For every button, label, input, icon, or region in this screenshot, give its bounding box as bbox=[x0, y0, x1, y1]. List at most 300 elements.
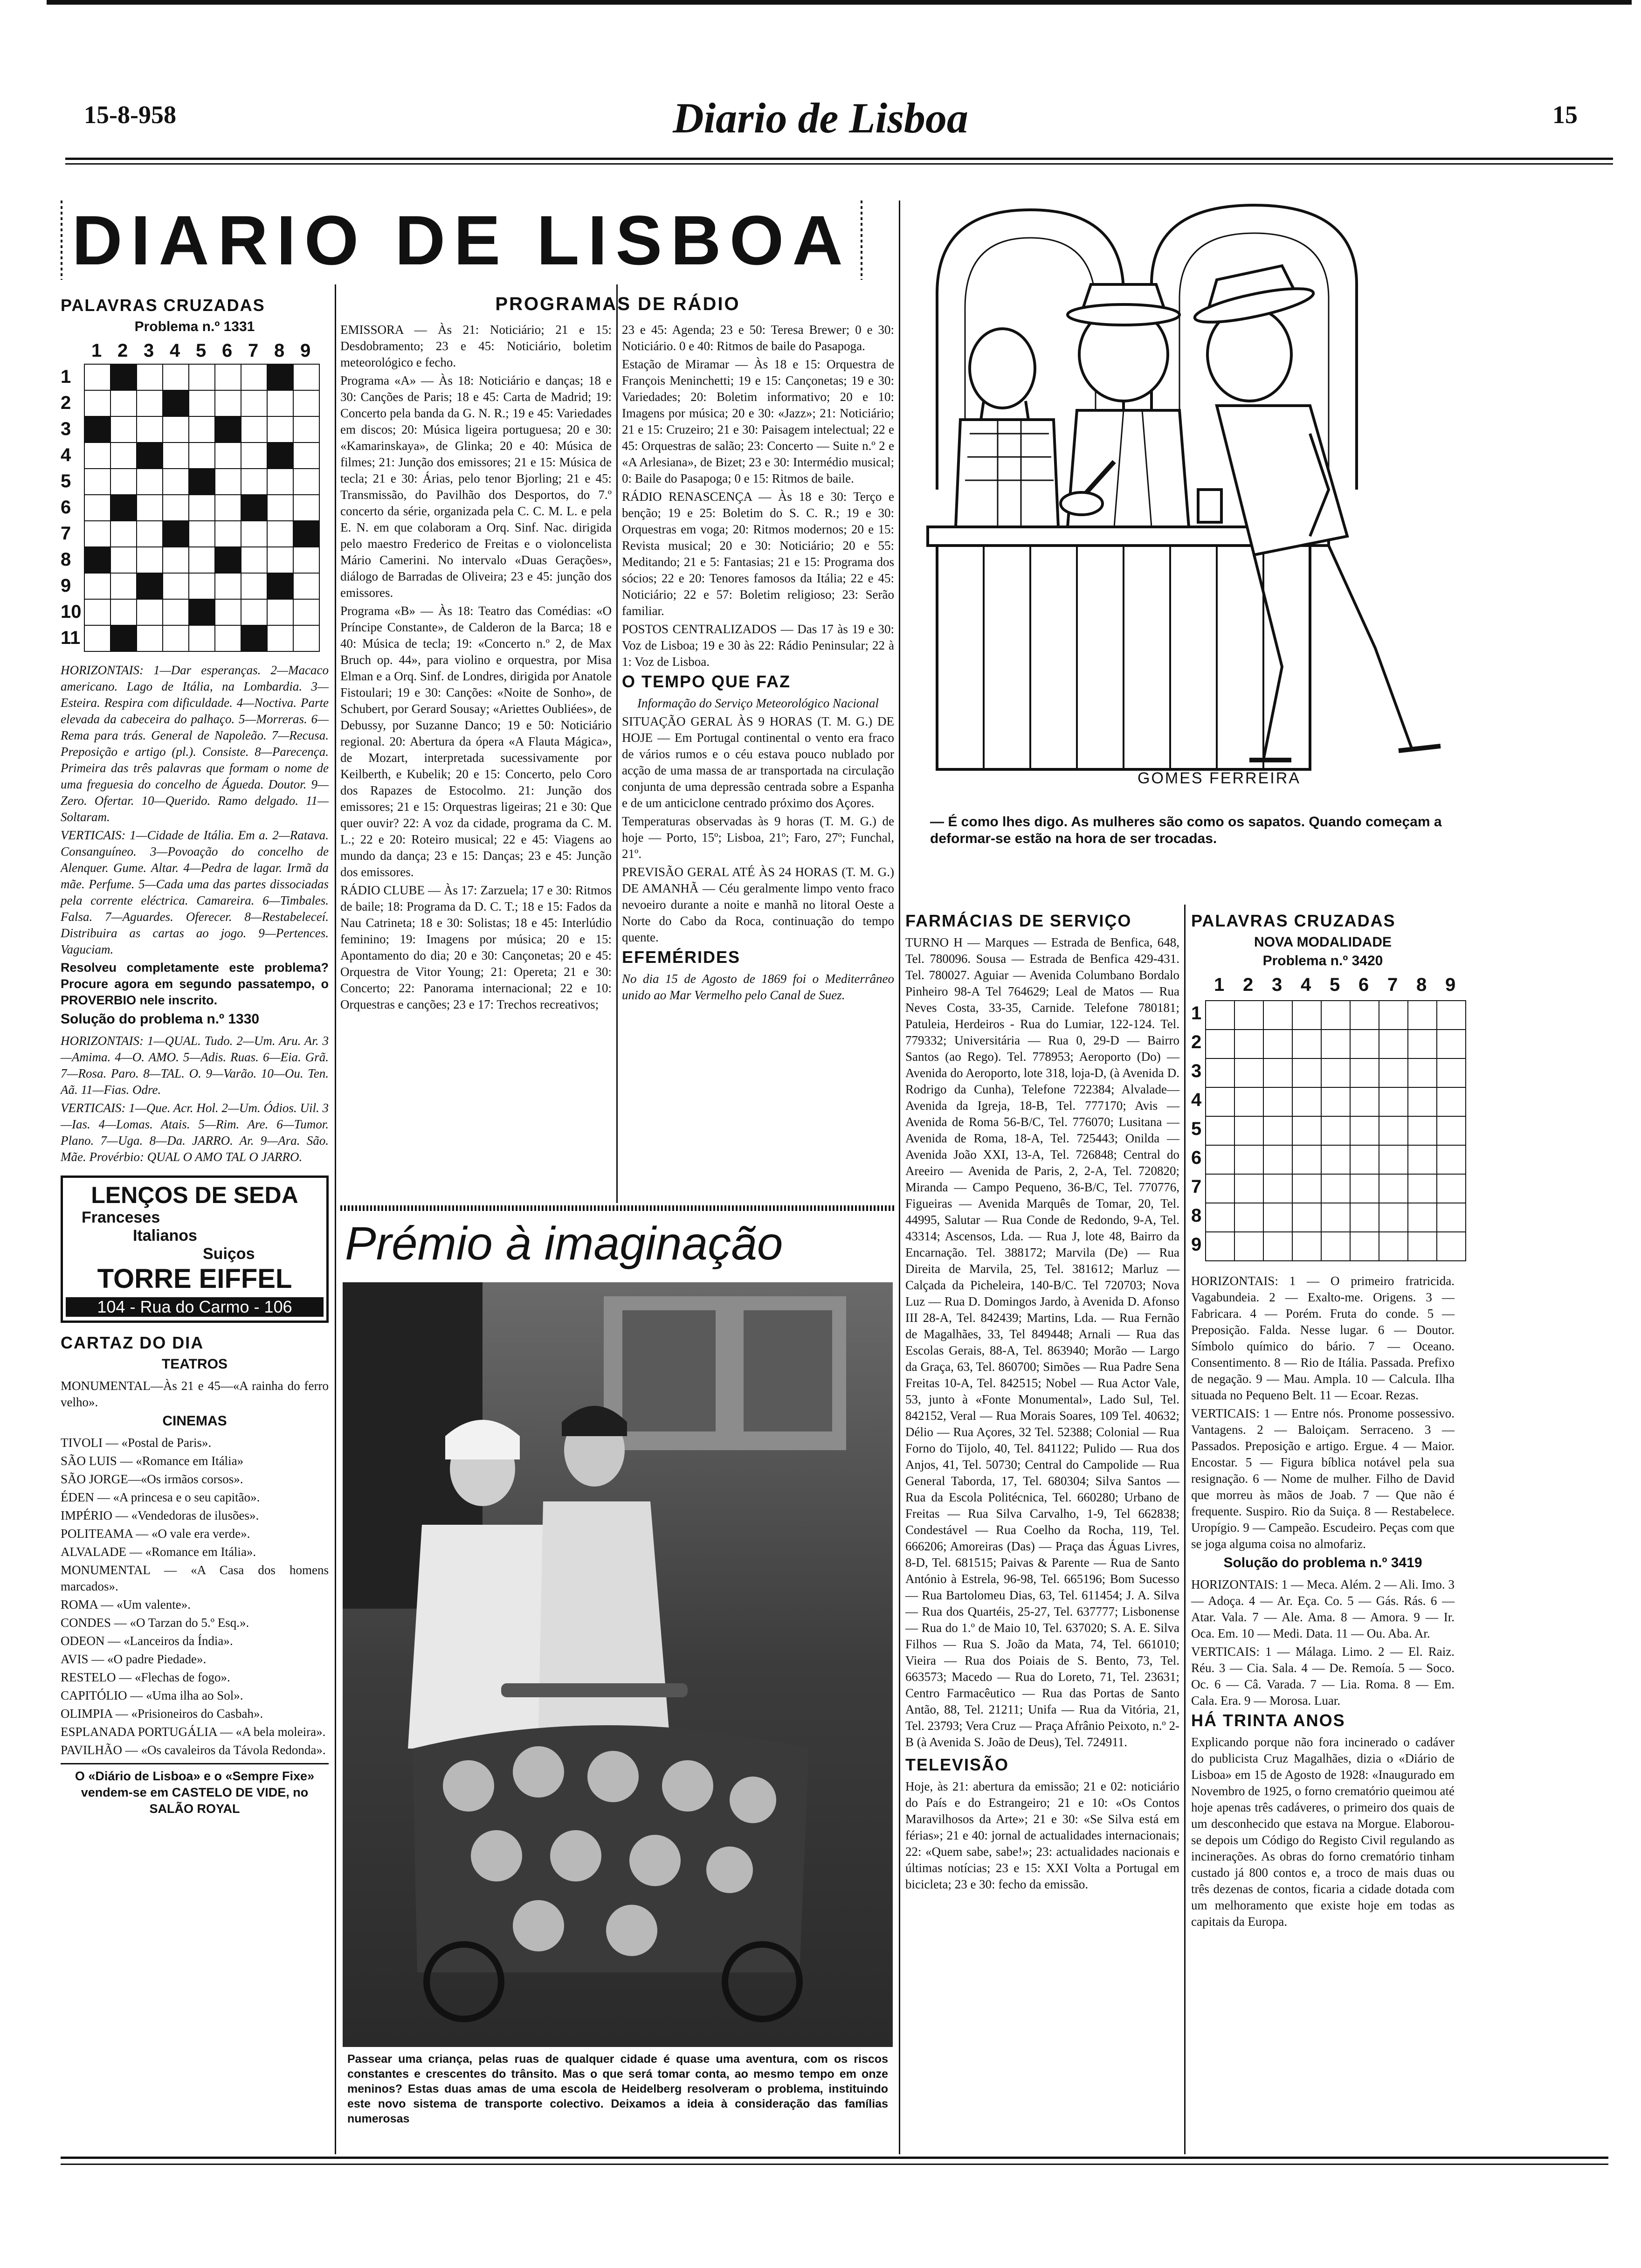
grid-cell bbox=[214, 546, 241, 574]
grid-cell bbox=[293, 416, 320, 443]
grid-cell bbox=[1292, 1203, 1322, 1232]
grid-row-number: 6 bbox=[1191, 1148, 1202, 1168]
grid-cell bbox=[1234, 1000, 1264, 1030]
grid-row-number: 10 bbox=[61, 602, 82, 622]
grid-cell bbox=[1292, 1174, 1322, 1203]
cinema-item: ESPLANADA PORTUGÁLIA — «A bela moleira». bbox=[61, 1725, 326, 1739]
grid-cell bbox=[214, 442, 241, 469]
grid-col-number: 2 bbox=[117, 340, 128, 361]
grid-col-number: 8 bbox=[274, 340, 285, 361]
cinema-item: PAVILHÃO — «Os cavaleiros da Távola Redonda». bbox=[61, 1743, 326, 1757]
grid-cell bbox=[110, 468, 137, 495]
grid-cell bbox=[110, 625, 137, 652]
cartaz-footer-box bbox=[61, 1763, 329, 1817]
grid-col-number: 7 bbox=[248, 340, 259, 361]
header-rule bbox=[65, 158, 1613, 160]
grid-cell bbox=[267, 416, 294, 443]
grid-cell bbox=[1379, 1000, 1408, 1030]
grid-cell bbox=[1407, 1000, 1437, 1030]
grid-cell bbox=[110, 599, 137, 626]
grid-col-number: 3 bbox=[144, 340, 154, 361]
grid-cell bbox=[1436, 1058, 1466, 1088]
crossword-horizontais: HORIZONTAIS: 1—Dar esperanças. 2—Macaco americano. Lago de Itália, na Lombardia. 3—Esteira. Respira com dificuldade. 4—Noctiva. Parte elevada da cabeceira do palhaço. 5—Morreras. 6—Rema para trás. General de Napoleão. 7—Recusa. Preposição e artigo (pl.). Consiste. 8—Parecença. Primeira das três palavras que formam o nome de uma freguesia do concelho de Águeda. Doutor. 9—Zero. Ofertar. 10—Querido. Ramo delgado. 11—Soltaram. bbox=[61, 663, 329, 824]
crossword2-problem: Problema n.º 3420 bbox=[1262, 953, 1383, 968]
grid-cell bbox=[110, 416, 137, 443]
trinta-text: Explicando porque não fora incinerado o cadáver do publicista Cruz Magalhães, dizia o «Diário de Lisboa» em 15 de Agosto de 1928: «Inaugurado em Novembro de 1925, o forno crematório queimou até hoje apenas três cadáveres, o primeiro dos quais de um desconhecido que estava na Morgue. Elaborou-se depois um Código do Registo Civil regulando as incinerações. As obras do forno crematório tinham custado já 800 contos e, a troco de mais duas ou três dezenas de contos, ficaria a cidade dotada com um melhoramento que existe hoje em todas as capitais da Europa. bbox=[1191, 1735, 1455, 1929]
grid-cell bbox=[1407, 1087, 1437, 1117]
radio-heading: PROGRAMAS DE RÁDIO bbox=[495, 294, 740, 314]
grid-cell bbox=[84, 442, 111, 469]
grid-cell bbox=[1292, 1087, 1322, 1117]
column-radio-1 bbox=[340, 322, 612, 1203]
grid-cell bbox=[241, 625, 268, 652]
newspaper-title: Diario de Lisboa bbox=[673, 94, 968, 142]
efemerides-heading: EFEMÉRIDES bbox=[622, 947, 741, 967]
efemerides-text: No dia 15 de Agosto de 1869 foi o Mediterrâneo unido ao Mar Vermelho pelo Canal de Suez. bbox=[622, 972, 894, 1002]
grid-cell bbox=[136, 546, 163, 574]
grid-cell bbox=[110, 546, 137, 574]
grid-cell bbox=[1292, 1231, 1322, 1261]
grid-cell bbox=[162, 442, 189, 469]
grid-cell bbox=[110, 390, 137, 417]
grid-cell bbox=[293, 494, 320, 521]
ad-box bbox=[61, 1175, 329, 1323]
column-radio-2 bbox=[622, 322, 894, 1203]
grid-cell bbox=[110, 442, 137, 469]
radio-program-block: Programa «A» — Às 18: Noticiário e danças; 18 e 30: Canções de Paris; 18 e 45: Carta de Madrid; 19: Concerto pela banda da G. N. R.; 19 e 45: Variedades em discos; 20: Música ligeira portuguesa; 20 e 30: «Kamarinskaya», de Glinka; 20 e 40: Música de filmes; 21: Junção dos emissores; 21 e 15: Música de tecla; 21 e 30: Árias, pelo tenor Bjorling; 21 e 45: Transmissão, do Pavilhão dos Desportos, do 7.º concerto da série, organizada pela C. C. M. L. e pela E. N. em que colaboram a Orq. Sinf. Nac. dirigida pelo maestro Frederico de Freitas e o violoncelista Mário Camerini. No intervalo «Duas Gerações», diálogo de Barradas de Oliveira; 23 e 45: junção dos emissores. bbox=[340, 373, 612, 600]
ad-line-1: Franceses bbox=[82, 1209, 160, 1226]
grid-cell bbox=[214, 494, 241, 521]
teatros-heading: TEATROS bbox=[161, 1356, 228, 1372]
grid-cell bbox=[162, 364, 189, 391]
grid-cell bbox=[267, 599, 294, 626]
grid-cell bbox=[267, 442, 294, 469]
grid-cell bbox=[214, 390, 241, 417]
grid-cell bbox=[293, 468, 320, 495]
grid-row-number: 5 bbox=[61, 471, 71, 491]
col-rule-4 bbox=[1184, 905, 1186, 2154]
top-border bbox=[47, 0, 1632, 5]
grid-cell bbox=[136, 468, 163, 495]
grid-cell bbox=[267, 468, 294, 495]
grid-row-number: 3 bbox=[61, 419, 71, 439]
grid-cell bbox=[1234, 1029, 1264, 1059]
grid-cell bbox=[267, 573, 294, 600]
grid-cell bbox=[1263, 1000, 1293, 1030]
grid-cell bbox=[188, 390, 215, 417]
bottom-rule-2 bbox=[61, 2164, 1608, 2165]
grid-cell bbox=[1350, 1087, 1379, 1117]
grid-cell bbox=[1205, 1058, 1235, 1088]
grid-row-number: 1 bbox=[61, 366, 71, 387]
grid-cell bbox=[162, 520, 189, 547]
cinema-item: TIVOLI — «Postal de Paris». bbox=[61, 1436, 212, 1450]
grid-cell bbox=[162, 599, 189, 626]
grid-cell bbox=[293, 546, 320, 574]
cartoon-caption: — É como lhes digo. As mulheres são como os sapatos. Quando começam a deformar-se estão na hora de ser trocadas. bbox=[930, 814, 1442, 846]
grid-cell bbox=[214, 599, 241, 626]
grid-cell bbox=[1321, 1000, 1351, 1030]
grid-cell bbox=[1263, 1087, 1293, 1117]
grid-col-number: 7 bbox=[1387, 975, 1398, 995]
grid-cell bbox=[162, 468, 189, 495]
grid-cell bbox=[162, 546, 189, 574]
column-crossword2-trinta bbox=[1191, 909, 1455, 2154]
grid-cell bbox=[162, 573, 189, 600]
grid-cell bbox=[1350, 1174, 1379, 1203]
cinema-item: ÉDEN — «A princesa e o seu capitão». bbox=[61, 1490, 260, 1504]
radio-program-block: Programa «B» — Às 18: Teatro das Comédias: «O Príncipe Constante», de Calderon de la Barca; 18 e 40: Música de tecla; 19: «Concerto n.º 2, de Max Bruch op. 44», para violino e orquestra, por Misa Elman e a Orq. Sinf. de Londres, dirigida por Anatole Fistoulari; 19 e 30: Canções: «Noite de Sonho», de Schubert, por Gerard Sousay; «Ariettes Oubliées», de Debussy, por Suzanne Danco; 19 e 50: Noticiário regional. 20: Abertura da ópera «A Flauta Mágica», de Mozart, interpretada sucessivamente por Keilberth, e Kubelik; 20 e 15: Concerto, pelo Coro dos Rapazes de Estocolmo. 21: Junção dos emissores; 21 e 15: Orquestras ligeiras; 21 e 30: Que quer ouvir? 22: A voz da cidade, programa da C. M. L.; 22 e 20: Roteiro musical; 22 e 45: Viagens ao mundo da dança; 23 e 15: Danças; 23 e 45: Junção dos emissores. bbox=[340, 604, 612, 879]
grid-cell bbox=[136, 442, 163, 469]
radio-program-block: POSTOS CENTRALIZADOS — Das 17 às 19 e 30: Voz de Lisboa; 19 e 30 às 22: Rádio Peninsular; 22 à 1: Voz de Lisboa. bbox=[622, 622, 894, 669]
grid-cell bbox=[293, 573, 320, 600]
ad-line-2: Italianos bbox=[133, 1227, 197, 1245]
grid-cell bbox=[110, 520, 137, 547]
grid-cell bbox=[110, 573, 137, 600]
grid-col-number: 1 bbox=[1214, 975, 1225, 995]
grid-cell bbox=[84, 599, 111, 626]
grid-col-number: 4 bbox=[170, 340, 180, 361]
crossword2-verticais: VERTICAIS: 1 — Entre nós. Pronome possessivo. Vantagens. 2 — Baloiçam. Serraceno. 3 — Passados. Preposição e artigo. Ergue. 4 — Maior. Encostar. 5 — Figura bíblica notável pela sua resignação. 6 — Nome de mulher. Filho de David que morreu às mãos de Joab. 7 — Que não é frequente. Suspiro. Rio da Suiça. 8 — Restabelece. Uropígio. 9 — Campeão. Escudeiro. Peças com que se joga alguma coisa no almofariz. bbox=[1191, 1406, 1455, 1551]
cinema-item: RESTELO — «Flechas de fogo». bbox=[61, 1670, 230, 1684]
photo-top-rule bbox=[340, 1205, 895, 1211]
grid-row-number: 6 bbox=[61, 497, 71, 518]
grid-cell bbox=[267, 364, 294, 391]
grid-cell bbox=[1205, 1116, 1235, 1146]
grid-row-number: 1 bbox=[1191, 1003, 1202, 1023]
grid-cell bbox=[1379, 1145, 1408, 1175]
cartoon-illustration bbox=[928, 201, 1455, 802]
col-rule-1 bbox=[335, 284, 336, 2154]
photo-children-pram bbox=[343, 1282, 893, 2047]
grid-cell bbox=[214, 573, 241, 600]
grid-cell bbox=[1321, 1087, 1351, 1117]
grid-cell bbox=[1436, 1116, 1466, 1146]
grid-row-number: 11 bbox=[61, 628, 81, 648]
solution-horizontais: HORIZONTAIS: 1—QUAL. Tudo. 2—Um. Aru. Ar. 3—Amima. 4—O. AMO. 5—Adis. Ruas. 6—Eia. Grã. 7—Rosa. Paro. 8—TAL. O. 9—Varão. 10—Ou. Ten. Aã. 11—Fias. Odre. bbox=[61, 1034, 329, 1097]
grid-cell bbox=[293, 364, 320, 391]
solution2-heading: Solução do problema n.º 3419 bbox=[1223, 1555, 1422, 1570]
radio-program-block: 23 e 45: Agenda; 23 e 50: Teresa Brewer; 0 e 30: Noticiário. 0 e 40: Ritmos de baile do Pasapoga. bbox=[622, 323, 894, 353]
grid-cell bbox=[1379, 1231, 1408, 1261]
column-farmacias-tv bbox=[905, 909, 1179, 2154]
radio-program-block: Estação de Miramar — Às 18 e 15: Orquestra de François Meninchetti; 19 e 15: Cançonetas; 19 e 30: Variedades; 20: Boletim informativo; 20 e 10: Imagens por música; 20 e 30: «Jazz»; 21: Noticiário; 21 e 15: Cruzeiro; 21 e 30: Paisagem intelectual; 22 e 45: Orquestras de salão; 23: Concerto — Suite n.º 2 e «A Arlesiana», de Bizet; 23 e 30: Intermédio musical; 0: Baile do Pasapoga; 0 e 15: Ritmos de baile. bbox=[622, 357, 894, 485]
grid-cell bbox=[293, 520, 320, 547]
grid-cell bbox=[1234, 1087, 1264, 1117]
grid-cell bbox=[214, 468, 241, 495]
grid-cell bbox=[214, 416, 241, 443]
grid-cell bbox=[214, 364, 241, 391]
grid-cell bbox=[1205, 1203, 1235, 1232]
grid-cell bbox=[188, 625, 215, 652]
grid-cell bbox=[1263, 1231, 1293, 1261]
crossword2-heading: PALAVRAS CRUZADAS bbox=[1191, 911, 1396, 930]
teatro-item: MONUMENTAL—Às 21 e 45—«A rainha do ferro velho». bbox=[61, 1379, 329, 1409]
grid-cell bbox=[241, 442, 268, 469]
grid-col-number: 5 bbox=[196, 340, 207, 361]
col-rule-2 bbox=[616, 284, 618, 1203]
crossword-problem: Problema n.º 1331 bbox=[134, 319, 255, 334]
cinema-item: ODEON — «Lanceiros da Índia». bbox=[61, 1634, 233, 1648]
radio-program-block: RÁDIO CLUBE — Às 17: Zarzuela; 17 e 30: Ritmos de baile; 18: Programa da D. C. T.; 18 e 15: Fados da Nau Catrineta; 18 e 30: Solistas; 18 e 45: Interlúdio feminino; 19: Imagens por música; 20 e 15: Apontamento do dia; 20 e 30: Cançonetas; 20 e 45: Orquestra de Vitor Young; 21: Opereta; 21 e 30: Concerto; 22: Panorama internacional; 22 e 10: Orquestras e canções; 23 e 17: Trechos recreativos; bbox=[340, 883, 612, 1011]
col-rule-3 bbox=[899, 201, 900, 2154]
grid-cell bbox=[241, 573, 268, 600]
cinema-item: CAPITÓLIO — «Uma ilha ao Sol». bbox=[61, 1688, 243, 1702]
farmacias-text: TURNO H — Marques — Estrada de Benfica, 648, Tel. 780096. Sousa — Estrada de Benfica 429-431. Tel. 780027. Aguiar — Avenida Columbano Bordalo Pinheiro 98-A Tel 764629; Leal de Matos — Rua Neves Costa, 33-35, Carnide. Telefone 780181; Patuleia, Herdeiros - Rua do Lumiar, 122-124. Tel. 779332; Universitária — Rua 0, 29-D — Bairro Santos (ao Rego). Tel. 778953; Aeroporto (Do) — Avenida do Aeroporto, lote 318, loja-D, (à Avenida D. Rodrigo da Cunha), Telefone 722384; Alvalade—Avenida da Igreja, 18-B, Tel. 777170; Avis — Avenida de Roma 56-B/C, Tel. 776070; Lusitana — Avenida de Roma, 18-A, Tel. 725443; Onilda — Avenida João XXI, 13-A, Tel. 726848; Central do Areeiro — Avenida de Paris, 2, 2-A, Tel. 720820; Miranda — Campo Pequeno, 36-B/C, Tel. 770776, Figueiras — Avenida Marquês de Tomar, 20, Tel. 44995, Salutar — Rua Conde de Redondo, 9-A, Tel. 43314; Ascensos, Lda. — Rua J, lote 48, Bairro da Encarnação. Tel. 388172; Marvila (De) — Rua Direita de Marvila, 25, Tel. 381612; Marluz — Calçada da Picheleira, 140-B/C. Tel 720703; Nova Luz — Rua D. Domingos Jardo, à Avenida D. Afonso III 28-A, Tel. 842439; Martins, Lda. — Rua Fernão de Magalhães, 33, Tel 849448; Arnali — Rua das Escolas Gerais, 88-A, Tel. 863940; Morão — Largo da Graça, 63, Tel. 860700; Simões — Rua Padre Sena Freitas 10-A, Tel. 842515; Nobel — Rua Actor Vale, 53, junto à «Fonte Monumental», Lado Sul, Tel. 842152, Veral — Rua Morais Soares, 109 Tel. 40632; Délio — Rua Açores, 32 Tel. 52388; Colonial — Rua Forno do Tijolo, 40, Tel. 841122; Pulido — Rua dos Anjos, 41, Tel. 50730; Central do Campolide — Rua General Taborda, 17, Tel. 680304; Silva Santos — Rua da Escola Politécnica, Tel. 660280; Urbano de Freitas — Rua Silva Carvalho, 1-9, Tel 662838; Condestável — Rua Coelho da Rocha, 119, Tel. 666206; Amoreiras (Das) — Praça das Águas Livres, 8-D, Tel. 681515; Paivas & Parente — Rua de Santo António à Estrela, 96-98, Tel. 665196; Bom Sucesso — Rua Bartolomeu Dias, 63, Tel. 611454; J. A. Silva — Rua dos Quartéis, 25-27, Tel. 637777; Lisbonense — Rua do 1.º de Maio 10, Tel. 637020; S. A. E. Silva Filhos — Rua S. João da Mata, 74, Tel. 661010; Vieira — Rua dos Poiais de S. Bento, 73, Tel. 663573; Macedo — Rua do Loreto, 71, Tel. 23631; Centro Farmacêutico — Rua das Portas de Santo Antão, 88, Tel. 21211; Unifa — Rua da Vitória, 21, Tel. 23793; Vera Cruz — Praça Afrânio Peixoto, n.º 2-B (à Avenida S. João de Deus), Tel. 724911. bbox=[905, 935, 1179, 1749]
grid-cell bbox=[136, 625, 163, 652]
grid-col-number: 9 bbox=[300, 340, 311, 361]
grid-cell bbox=[1436, 1174, 1466, 1203]
grid-cell bbox=[214, 520, 241, 547]
cartaz-footer: O «Diário de Lisboa» e o «Sempre Fixe» vendem-se em CASTELO DE VIDE, no SALÃO ROYAL bbox=[75, 1769, 315, 1816]
grid-col-number: 5 bbox=[1330, 975, 1340, 995]
grid-cell bbox=[1379, 1087, 1408, 1117]
cinema-item: ROMA — «Um valente». bbox=[61, 1597, 191, 1611]
grid-cell bbox=[1263, 1145, 1293, 1175]
grid-cell bbox=[1350, 1203, 1379, 1232]
grid-cell bbox=[1407, 1174, 1437, 1203]
grid-row-number: 4 bbox=[1191, 1090, 1202, 1110]
grid-cell bbox=[241, 416, 268, 443]
grid-col-number: 6 bbox=[222, 340, 233, 361]
grid-cell bbox=[1234, 1058, 1264, 1088]
grid-cell bbox=[84, 494, 111, 521]
photo-title: Prémio à imaginação bbox=[345, 1217, 783, 1270]
grid-cell bbox=[1234, 1231, 1264, 1261]
page-number: 15 bbox=[1552, 101, 1578, 129]
grid-row-number: 2 bbox=[1191, 1032, 1202, 1052]
grid-cell bbox=[1436, 1145, 1466, 1175]
grid-cell bbox=[1321, 1145, 1351, 1175]
banner-text: DIARIO DE LISBOA bbox=[62, 201, 860, 280]
issue-date: 15-8-958 bbox=[84, 101, 176, 129]
grid-cell bbox=[241, 364, 268, 391]
grid-cell bbox=[84, 390, 111, 417]
header-rule-2 bbox=[65, 163, 1613, 165]
grid-cell bbox=[1321, 1058, 1351, 1088]
ad-address: 104 - Rua do Carmo - 106 bbox=[66, 1297, 324, 1317]
grid-row-number: 2 bbox=[61, 393, 71, 413]
grid-cell bbox=[1350, 1231, 1379, 1261]
grid-cell bbox=[188, 573, 215, 600]
grid-cell bbox=[1350, 1116, 1379, 1146]
grid-row-number: 5 bbox=[1191, 1119, 1202, 1139]
televisao-text: Hoje, às 21: abertura da emissão; 21 e 02: noticiário do País e do Estrangeiro; 21 e 10: «Os Contos Maravilhosos da Arte»; 21 e 30: «Se Silva está em férias»; 21 e 40: jornal de actualidades internacionais; 22: «Quem sabe, sabe!»; 23: actualidades nacionais e últimas notícias; 23 e 15: XXI Volta a Portugal em bicicleta; 23 e 30: fecho da emissão. bbox=[905, 1779, 1179, 1891]
grid-cell bbox=[1350, 1029, 1379, 1059]
grid-cell bbox=[110, 364, 137, 391]
grid-cell bbox=[1407, 1145, 1437, 1175]
grid-cell bbox=[188, 494, 215, 521]
cinema-item: ALVALADE — «Romance em Itália». bbox=[61, 1545, 256, 1559]
grid-cell bbox=[136, 390, 163, 417]
grid-cell bbox=[188, 442, 215, 469]
cinemas-heading: CINEMAS bbox=[162, 1413, 227, 1429]
grid-col-number: 9 bbox=[1445, 975, 1456, 995]
grid-row-number: 9 bbox=[1191, 1234, 1202, 1255]
crossword2-subheading: NOVA MODALIDADE bbox=[1254, 934, 1392, 950]
cinema-item: POLITEAMA — «O vale era verde». bbox=[61, 1527, 250, 1541]
cinemas-list bbox=[61, 1435, 329, 1758]
solution2-horizontais: HORIZONTAIS: 1 — Meca. Além. 2 — Ali. Imo. 3 — Adoça. 4 — Ar. Eça. Co. 5 — Gás. Rás. 6 — Atar. Vala. 7 — Ale. Ama. 8 — Amora. 9 — Ir. Oca. Em. 10 — Medi. Data. 11 — Ou. Aba. Ar. bbox=[1191, 1577, 1455, 1640]
grid-cell bbox=[1292, 1116, 1322, 1146]
ad-line-3: Suiços bbox=[203, 1245, 255, 1263]
grid-cell bbox=[1292, 1058, 1322, 1088]
grid-cell bbox=[136, 364, 163, 391]
grid-cell bbox=[1205, 1087, 1235, 1117]
grid-cell bbox=[1379, 1116, 1408, 1146]
grid-cell bbox=[214, 625, 241, 652]
tempo-heading: O TEMPO QUE FAZ bbox=[622, 672, 791, 691]
tempo-source: Informação do Serviço Meteorológico Nacional bbox=[637, 696, 879, 710]
grid-cell bbox=[136, 573, 163, 600]
cinema-item: AVIS — «O padre Piedade». bbox=[61, 1652, 207, 1666]
banner bbox=[61, 201, 862, 280]
grid-cell bbox=[1292, 1029, 1322, 1059]
cinema-item: SÃO JORGE—«Os irmãos corsos». bbox=[61, 1472, 243, 1486]
grid-cell bbox=[1436, 1000, 1466, 1030]
grid-cell bbox=[162, 416, 189, 443]
grid-cell bbox=[84, 364, 111, 391]
grid-cell bbox=[1436, 1029, 1466, 1059]
grid-cell bbox=[84, 520, 111, 547]
grid-cell bbox=[241, 494, 268, 521]
grid-cell bbox=[293, 625, 320, 652]
grid-cell bbox=[1350, 1000, 1379, 1030]
grid-cell bbox=[1321, 1116, 1351, 1146]
grid-cell bbox=[1407, 1058, 1437, 1088]
ad-title: LENÇOS DE SEDA bbox=[91, 1182, 298, 1208]
cartoon-signature: GOMES FERREIRA bbox=[1138, 769, 1301, 787]
crossword-verticais: VERTICAIS: 1—Cidade de Itália. Em a. 2—Ratava. Consanguíneo. 3—Povoação do concelho de Alenquer. Gume. Altar. 4—Pedra de lagar. Irmã da mãe. Perfume. 5—Cada uma das partes dissociadas pela corrente eléctrica. Camareira. 6—Timbales. Falsa. 7—Aguardes. Oferecer. 8—Restabeleceí. Distribuira as cartas ao jogo. 9—Pertences. Vaguciam. bbox=[61, 828, 329, 956]
grid-cell bbox=[293, 390, 320, 417]
grid-cell bbox=[1321, 1203, 1351, 1232]
grid-cell bbox=[188, 416, 215, 443]
cinema-item: MONUMENTAL — «A Casa dos homens marcados». bbox=[61, 1563, 329, 1593]
grid-cell bbox=[110, 494, 137, 521]
tempo-paragraph: Temperaturas observadas às 9 horas (T. M. G.) de hoje — Porto, 15º; Lisboa, 21º; Faro, 27º; Funchal, 21º. bbox=[622, 814, 894, 861]
photo-caption: Passear uma criança, pelas ruas de qualquer cidade é quase uma aventura, com os riscos constantes e crescentes do trânsito. Mas o que será tomar conta, ao mesmo tempo em onze meninos? Estas duas amas de uma escola de Heidelberg resolveram o problema, instituindo este novo sistema de transporte colectivo. Deixamos a ideia à consideração das famílias numerosas bbox=[347, 2053, 888, 2125]
bottom-rule bbox=[61, 2157, 1608, 2159]
grid-cell bbox=[162, 494, 189, 521]
grid-cell bbox=[1407, 1116, 1437, 1146]
solution2-verticais: VERTICAIS: 1 — Málaga. Limo. 2 — El. Raiz. Réu. 3 — Cia. Sala. 4 — De. Remoía. 5 — Soco. Oc. 6 — Câ. Varada. 7 — Lia. Roma. 8 — Em. Cala. Era. 9 — Morosa. Luar. bbox=[1191, 1645, 1455, 1708]
cinema-item: IMPÉRIO — «Vendedoras de ilusões». bbox=[61, 1508, 259, 1522]
radio-program-block: EMISSORA — Às 21: Noticiário; 21 e 15: Desdobramento; 23 e 45: Noticiário, boletim meteorológico e fecho. bbox=[340, 323, 612, 369]
grid-row-number: 4 bbox=[61, 445, 71, 465]
grid-cell bbox=[1321, 1029, 1351, 1059]
grid-cell bbox=[1379, 1174, 1408, 1203]
grid-cell bbox=[188, 599, 215, 626]
grid-col-number: 4 bbox=[1301, 975, 1311, 995]
grid-row-number: 3 bbox=[1191, 1061, 1202, 1081]
grid-cell bbox=[1205, 1145, 1235, 1175]
grid-col-number: 8 bbox=[1416, 975, 1427, 995]
grid-cell bbox=[1407, 1231, 1437, 1261]
grid-cell bbox=[1407, 1029, 1437, 1059]
crossword2-horizontais: HORIZONTAIS: 1 — O primeiro fratricida. Vagabundeia. 2 — Exalto-me. Origens. 3 — Fabricara. 4 — Porém. Fruta do conde. 5 — Preposição. Falda. Nesse lugar. 6 — Doutor. Símbolo químico do bário. 7 — Oceano. Consentimento. 8 — Rio de Itália. Passada. Prefixo de negação. 9 — Mau. Ampla. 10 — Calcula. Ilha situada no Pequeno Belt. 11 — Ecoar. Rezas. bbox=[1191, 1274, 1455, 1402]
grid-cell bbox=[1379, 1203, 1408, 1232]
grid-cell bbox=[136, 416, 163, 443]
solution-verticais: VERTICAIS: 1—Que. Acr. Hol. 2—Um. Ódios. Uil. 3—Ias. 4—Lomas. Atais. 5—Rim. Are. 6—Tumor. Plano. 7—Uga. 8—Da. JARRO. Ar. 9—Ara. São. Mãe. Provérbio: QUAL O AMO TAL O JARRO. bbox=[61, 1101, 329, 1164]
tempo-paragraph: PREVISÃO GERAL ATÉ ÀS 24 HORAS (T. M. G.) DE AMANHÃ — Céu geralmente limpo vento fraco nevoeiro durante a noite e manhã no litoral Oeste a Norte do Cabo da Roca, continuação do tempo quente. bbox=[622, 865, 894, 944]
grid-cell bbox=[188, 364, 215, 391]
grid-cell bbox=[1234, 1174, 1264, 1203]
grid-cell bbox=[84, 625, 111, 652]
grid-cell bbox=[136, 494, 163, 521]
ad-brand: TORRE EIFFEL bbox=[97, 1264, 292, 1294]
grid-cell bbox=[1263, 1203, 1293, 1232]
grid-cell bbox=[1321, 1231, 1351, 1261]
grid-col-number: 3 bbox=[1272, 975, 1282, 995]
grid-cell bbox=[293, 599, 320, 626]
grid-col-number: 1 bbox=[91, 340, 102, 361]
grid-cell bbox=[162, 625, 189, 652]
grid-cell bbox=[1234, 1145, 1264, 1175]
grid-cell bbox=[188, 468, 215, 495]
grid-row-number: 8 bbox=[1191, 1205, 1202, 1226]
grid-row-number: 7 bbox=[1191, 1176, 1202, 1197]
grid-cell bbox=[1292, 1000, 1322, 1030]
grid-col-number: 6 bbox=[1358, 975, 1369, 995]
grid-cell bbox=[84, 416, 111, 443]
grid-cell bbox=[1205, 1029, 1235, 1059]
solution-heading: Solução do problema n.º 1330 bbox=[61, 1011, 260, 1027]
grid-cell bbox=[1234, 1116, 1264, 1146]
televisao-heading: TELEVISÃO bbox=[905, 1755, 1009, 1774]
grid-cell bbox=[1350, 1058, 1379, 1088]
grid-cell bbox=[162, 390, 189, 417]
grid-cell bbox=[241, 520, 268, 547]
grid-row-number: 9 bbox=[61, 575, 71, 596]
crossword-prompt: Resolveu completamente este problema? Procure agora em segundo passatempo, o PROVERBIO nele inscrito. bbox=[61, 961, 329, 1007]
cinema-item: SÃO LUIS — «Romance em Itália» bbox=[61, 1454, 244, 1468]
cartaz-heading: CARTAZ DO DIA bbox=[61, 1333, 204, 1352]
crossword-grid bbox=[61, 340, 329, 662]
grid-cell bbox=[241, 599, 268, 626]
grid-cell bbox=[267, 520, 294, 547]
tempo-paragraph: SITUAÇÃO GERAL ÀS 9 HORAS (T. M. G.) DE HOJE — Em Portugal continental o vento era fraco de vários rumos e o céu estava pouco nublado por acção de uma massa de ar transportada na circulação conjunta de uma depressão centrada sobre a Espanha e de um anticiclone centrado próximo dos Açores. bbox=[622, 714, 894, 810]
grid-cell bbox=[293, 442, 320, 469]
grid-cell bbox=[1436, 1087, 1466, 1117]
cinema-item: OLIMPIA — «Prisioneiros do Casbah». bbox=[61, 1707, 263, 1721]
trinta-heading: HÁ TRINTA ANOS bbox=[1191, 1711, 1345, 1730]
grid-cell bbox=[188, 520, 215, 547]
grid-cell bbox=[1379, 1029, 1408, 1059]
grid-cell bbox=[1234, 1203, 1264, 1232]
grid-cell bbox=[1263, 1058, 1293, 1088]
grid-cell bbox=[84, 573, 111, 600]
grid-row-number: 7 bbox=[61, 523, 71, 544]
radio-program-block: RÁDIO RENASCENÇA — Às 18 e 30: Terço e benção; 19 e 25: Boletim do S. C. R.; 19 e 30: Orquestras em voga; 20: Ritmos modernos; 20 e 15: Revista musical; 20 e 30: Noticiário; 20 e 55: Meditando; 21 e 5: Fantasias; 21 e 15: Programa dos sócios; 22 e 20: Tenores famosos da Itália; 22 e 45: Noticiário; 22 e 57: Boletim religioso; 23: Serão familiar. bbox=[622, 490, 894, 618]
grid-cell bbox=[136, 520, 163, 547]
grid-cell bbox=[1436, 1203, 1466, 1232]
grid-cell bbox=[1205, 1174, 1235, 1203]
grid-cell bbox=[241, 546, 268, 574]
grid-cell bbox=[1407, 1203, 1437, 1232]
crossword-heading: PALAVRAS CRUZADAS bbox=[61, 296, 265, 315]
grid-cell bbox=[1321, 1174, 1351, 1203]
grid-cell bbox=[1263, 1116, 1293, 1146]
crossword2-grid bbox=[1191, 975, 1455, 1273]
grid-cell bbox=[1263, 1029, 1293, 1059]
cinema-item: CONDES — «O Tarzan do 5.º Esq.». bbox=[61, 1616, 249, 1630]
column-crossword-cartaz bbox=[61, 294, 329, 2154]
farmacias-heading: FARMÁCIAS DE SERVIÇO bbox=[905, 911, 1132, 930]
grid-cell bbox=[241, 390, 268, 417]
grid-cell bbox=[241, 468, 268, 495]
grid-cell bbox=[1205, 1231, 1235, 1261]
grid-cell bbox=[267, 625, 294, 652]
